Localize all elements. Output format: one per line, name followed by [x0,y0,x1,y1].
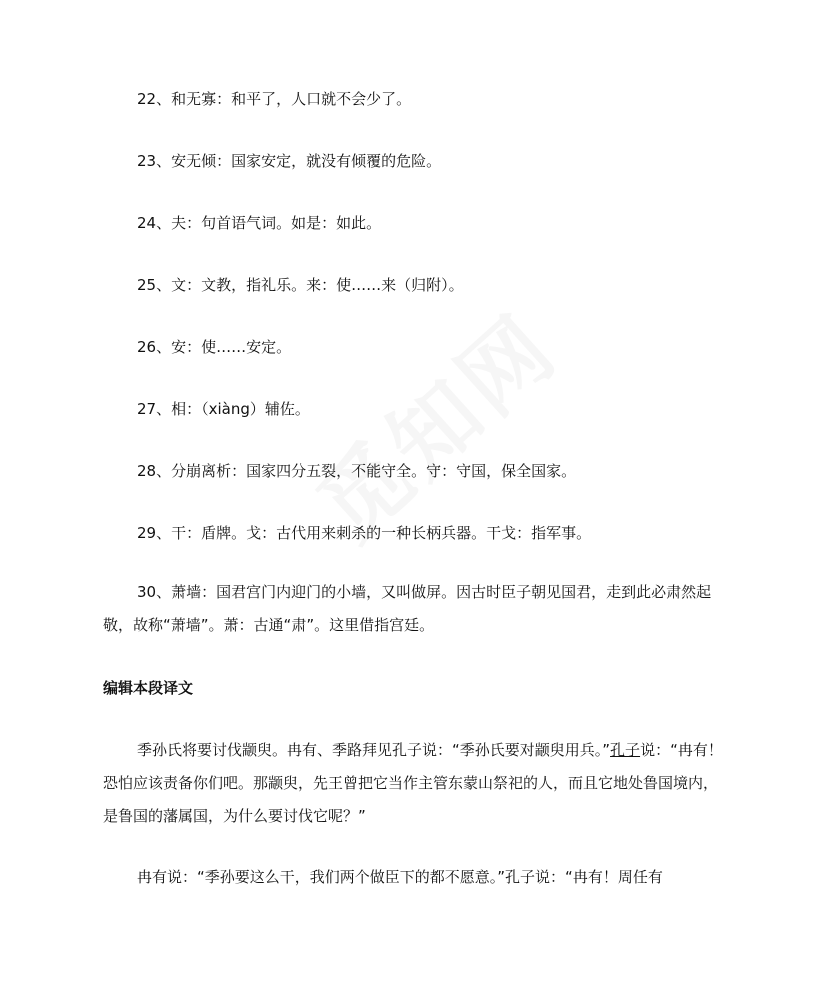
annotation-24: 24、夫：句首语气词。如是：如此。 [137,214,382,232]
annotation-26: 26、安：使……安定。 [137,338,292,356]
translation-paragraph-2: 冉有说：“季孙要这么干，我们两个做臣下的都不愿意。”孔子说：“冉有！周任有 [137,868,663,886]
translation-paragraph-1 [103,734,728,833]
section-heading: 编辑本段译文 [103,679,194,697]
annotation-27: 27、相：（xiàng）辅佐。 [137,400,310,418]
translation-text: 说：“冉有！恐怕应该责备你们吧。那颛臾，先王曾把它当作主管东蒙山祭祀的人，而且它地处鲁国境内，是鲁国的藩属国，为什么要讨伐它呢？” [103,741,723,825]
annotation-22: 22、和无寡：和平了，人口就不会少了。 [137,90,412,108]
annotation-29: 29、干：盾牌。戈：古代用来刺杀的一种长柄兵器。干戈：指军事。 [137,524,592,542]
underlined-name: 孔子 [610,741,641,759]
annotation-25: 25、文：文教，指礼乐。来：使……来（归附）。 [137,276,464,294]
translation-text: 季孙氏将要讨伐颛臾。冉有、季路拜见孔子说：“季孙氏要对颛臾用兵。” [137,741,611,759]
annotation-30: 30、萧墙：国君宫门内迎门的小墙，又叫做屏。因古时臣子朝见国君，走到此必肃然起敬，故称“萧墙”。萧：古通“肃”。这里借指宫廷。 [103,583,712,634]
annotation-23: 23、安无倾：国家安定，就没有倾覆的危险。 [137,152,442,170]
annotation-28: 28、分崩离析：国家四分五裂，不能守全。守：守国，保全国家。 [137,462,577,480]
